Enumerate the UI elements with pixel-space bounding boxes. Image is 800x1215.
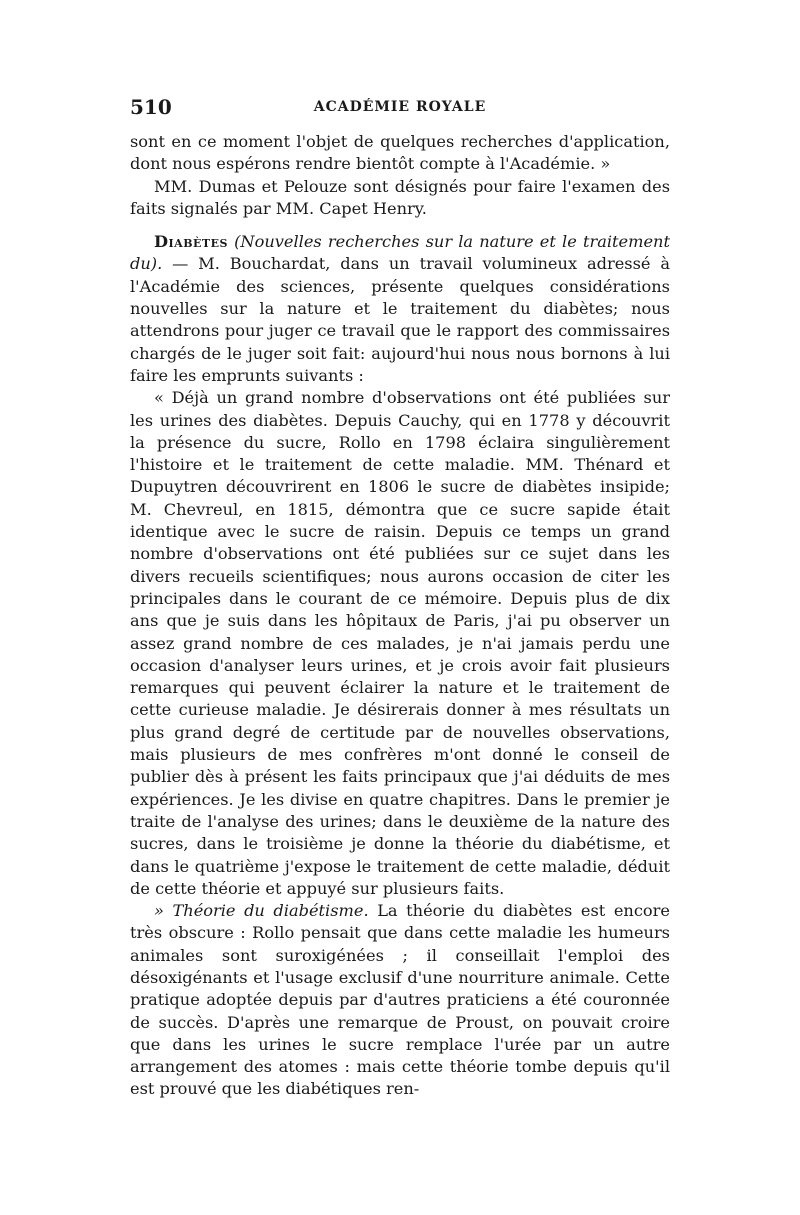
paragraph-diabetes-body: — M. Bouchardat, dans un travail volumineux adressé à l'Académie des sciences, présente quelques considérations nouvelles sur la nature et le traitement du diabètes; nous attendrons pour juger ce travail que le rapport des commissaires chargés de le juger soit fait: aujourd'hui nous nous bornons à lui faire les emprunts suivants : xyxy=(130,254,670,385)
paragraph-diabetes xyxy=(130,231,670,387)
paragraph-intro: sont en ce moment l'objet de quelques recherches d'application, dont nous espérons rendre bientôt compte à l'Académie. » xyxy=(130,132,670,174)
paragraph-observations: « Déjà un grand nombre d'observations ont été publiées sur les urines des diabètes. Depuis Cauchy, qui en 1778 y découvrit la présence du sucre, Rollo en 1798 éclaira singulièrement l'histoire et le traitement de cette maladie. MM. Thénard et Dupuytren découvrirent en 1806 le sucre de diabètes insipide; M. Chevreul, en 1815, démontra que ce sucre sapide était identique avec le sucre de raisin. Depuis ce temps un grand nombre d'observations ont été publiées sur ce sujet dans les divers recueils scientifiques; nous aurons occasion de citer les principales dans le courant de ce mémoire. Depuis plus de dix ans que je suis dans les hôpitaux de Paris, j'ai pu observer un assez grand nombre de ces malades, je n'ai jamais perdu une occasion d'analyser leurs urines, et je crois avoir fait plusieurs remarques qui peuvent éclairer la nature et le traitement de cette curieuse maladie. Je désirerais donner à mes résultats un plus grand degré de certitude par de nouvelles observations, mais plusieurs de mes confrères m'ont donné le conseil de publier dès à présent les faits principaux que j'ai déduits de mes expériences. Je les divise en quatre chapitres. Dans le premier je traite de l'analyse des urines; dans le deuxième de la nature des sucres, dans le troisième je donne la théorie du diabétisme, et dans le quatrième j'expose le traitement de cette maladie, déduit de cette théorie et appuyé sur plusieurs faits. xyxy=(130,388,670,898)
page-number: 510 xyxy=(130,95,172,119)
paragraph-commission: MM. Dumas et Pelouze sont désignés pour faire l'examen des faits signalés par MM. Capet Henry. xyxy=(130,176,670,218)
paragraph-theory-body: La théorie du diabètes est encore très obscure : Rollo pensait que dans cette maladie les humeurs animales sont suroxigénées ; il conseillait l'emploi des désoxigénants et l'usage exclusif d'une nourriture animale. Cette pratique adoptée depuis par d'autres praticiens a été couronnée de succès. D'après une remarque de Proust, on pouvait croire que dans les urines le sucre remplace l'urée par un autre arrangement des atomes : mais cette théorie tombe depuis qu'il est prouvé que les diabétiques ren- xyxy=(130,901,670,1099)
section-subtitle: (Nouvelles recherches sur la nature et le traitement du). xyxy=(130,232,670,274)
section-heading-diabetes: Diabètes xyxy=(154,232,228,252)
paragraph-theory xyxy=(130,900,670,1101)
running-title: ACADÉMIE ROYALE xyxy=(313,99,487,115)
document-page xyxy=(130,95,670,1205)
section-heading-theory: » Théorie du diabétisme. xyxy=(154,901,369,921)
running-head xyxy=(130,95,670,125)
